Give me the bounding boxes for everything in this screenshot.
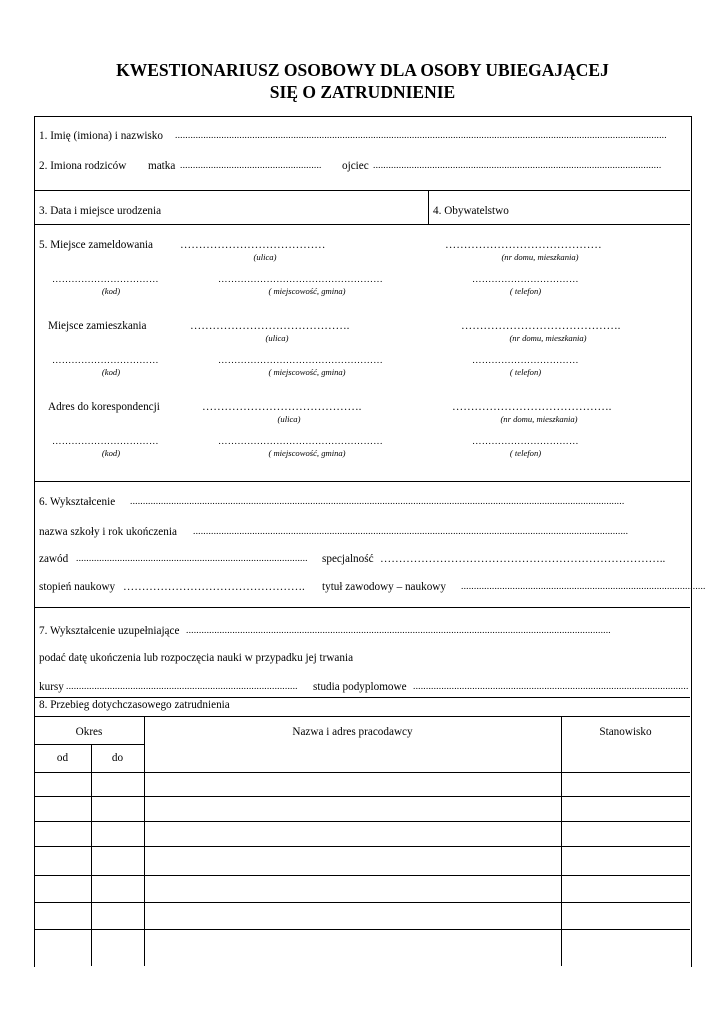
correspondence-postcode-field[interactable]: …………………………… bbox=[52, 437, 159, 447]
from-header: od bbox=[56, 752, 69, 764]
residence-postcode-field[interactable]: …………………………… bbox=[52, 356, 159, 366]
title-label: tytuł zawodowy – naukowy bbox=[322, 581, 446, 593]
form-title-line-2: SIĘ O ZATRUDNIENIE bbox=[269, 82, 456, 102]
residence-house-field[interactable]: ……………………………………. bbox=[461, 320, 621, 332]
table-row-line bbox=[34, 796, 690, 797]
house-caption: (nr domu, mieszkania) bbox=[509, 333, 587, 343]
postgrad-label: studia podyplomowe bbox=[313, 681, 407, 693]
registration-house-field[interactable]: …………………………………… bbox=[445, 239, 602, 251]
divider bbox=[34, 716, 690, 717]
name-label: 1. Imię (imiona) i nazwisko bbox=[39, 130, 163, 142]
table-row-line bbox=[34, 821, 690, 822]
town-caption: ( miejscowość, gmina) bbox=[268, 286, 346, 296]
divider bbox=[34, 190, 690, 191]
phone-caption: ( telefon) bbox=[509, 367, 542, 377]
profession-label: zawód bbox=[39, 553, 69, 565]
parents-label: 2. Imiona rodziców bbox=[39, 160, 127, 172]
table-row-line bbox=[34, 902, 690, 903]
house-caption: (nr domu, mieszkania) bbox=[500, 414, 578, 424]
specialty-field[interactable]: ………………………………………………………………….. bbox=[380, 553, 666, 565]
registration-phone-field[interactable]: …………………………… bbox=[472, 275, 579, 285]
courses-field[interactable]: .......................................................................................... bbox=[66, 682, 298, 692]
mother-field[interactable]: ....................................................... bbox=[180, 161, 322, 171]
street-caption: (ulica) bbox=[277, 414, 301, 424]
degree-label: stopień naukowy bbox=[39, 581, 116, 593]
registration-town-field[interactable]: …………………………………………… bbox=[218, 275, 383, 285]
education-field[interactable]: ................................................................................................................................................................................................ bbox=[130, 497, 625, 507]
town-caption: ( miejscowość, gmina) bbox=[268, 367, 346, 377]
table-row-line bbox=[34, 744, 144, 745]
table-row-line bbox=[34, 772, 690, 773]
supplementary-education-label: 7. Wykształcenie uzupełniające bbox=[39, 625, 180, 637]
house-caption: (nr domu, mieszkania) bbox=[501, 252, 579, 262]
postgrad-field[interactable]: ........................................................................................................... bbox=[413, 682, 689, 692]
table-row-line bbox=[34, 846, 690, 847]
divider bbox=[34, 607, 690, 608]
title-field[interactable]: ............................................................................................... bbox=[461, 582, 706, 592]
to-header: do bbox=[111, 752, 124, 764]
postcode-caption: (kod) bbox=[101, 286, 121, 296]
mother-label: matka bbox=[148, 160, 176, 172]
correspondence-label: Adres do korespondencji bbox=[48, 401, 160, 413]
correspondence-house-field[interactable]: ……………………………………. bbox=[452, 401, 612, 413]
residence-phone-field[interactable]: …………………………… bbox=[472, 356, 579, 366]
degree-field[interactable]: …………………………………………. bbox=[123, 581, 305, 593]
town-caption: ( miejscowość, gmina) bbox=[268, 448, 346, 458]
table-row-line bbox=[34, 875, 690, 876]
education-label: 6. Wykształcenie bbox=[39, 496, 116, 508]
registration-label: 5. Miejsce zameldowania bbox=[39, 239, 154, 251]
specialty-label: specjalność bbox=[322, 553, 374, 565]
employment-history-label: 8. Przebieg dotychczasowego zatrudnienia bbox=[39, 699, 230, 711]
correspondence-phone-field[interactable]: …………………………… bbox=[472, 437, 579, 447]
divider bbox=[34, 697, 690, 698]
citizenship-label: 4. Obywatelstwo bbox=[433, 205, 509, 217]
postcode-caption: (kod) bbox=[101, 448, 121, 458]
father-label: ojciec bbox=[342, 160, 369, 172]
postcode-caption: (kod) bbox=[101, 367, 121, 377]
phone-caption: ( telefon) bbox=[509, 448, 542, 458]
name-field[interactable]: ............................................................................................................................................................................................... bbox=[175, 131, 667, 141]
supplementary-education-field[interactable]: ..................................................................................................................................................................... bbox=[186, 626, 611, 636]
registration-postcode-field[interactable]: …………………………… bbox=[52, 275, 159, 285]
residence-town-field[interactable]: …………………………………………… bbox=[218, 356, 383, 366]
divider bbox=[428, 190, 429, 224]
divider bbox=[34, 224, 690, 225]
table-row-line bbox=[34, 929, 690, 930]
position-header: Stanowisko bbox=[599, 726, 652, 738]
phone-caption: ( telefon) bbox=[509, 286, 542, 296]
profession-field[interactable]: .......................................................................................... bbox=[76, 554, 308, 564]
street-caption: (ulica) bbox=[253, 252, 277, 262]
residence-street-field[interactable]: ……………………………………. bbox=[190, 320, 350, 332]
residence-label: Miejsce zamieszkania bbox=[48, 320, 147, 332]
employer-header: Nazwa i adres pracodawcy bbox=[292, 726, 413, 738]
father-field[interactable]: ................................................................................................................ bbox=[373, 161, 662, 171]
street-caption: (ulica) bbox=[265, 333, 289, 343]
correspondence-town-field[interactable]: …………………………………………… bbox=[218, 437, 383, 447]
period-header: Okres bbox=[75, 726, 103, 738]
divider bbox=[34, 481, 690, 482]
study-date-note: podać datę ukończenia lub rozpoczęcia nauki w przypadku jej trwania bbox=[39, 652, 354, 664]
birth-label: 3. Data i miejsce urodzenia bbox=[39, 205, 162, 217]
school-field[interactable]: ......................................................................................................................................................................... bbox=[193, 527, 629, 537]
table-col-divider bbox=[91, 744, 92, 966]
registration-street-field[interactable]: ………………………………… bbox=[180, 239, 326, 251]
form-title-line-1: KWESTIONARIUSZ OSOBOWY DLA OSOBY UBIEGAJĄCEJ bbox=[116, 60, 609, 80]
correspondence-street-field[interactable]: ……………………………………. bbox=[202, 401, 362, 413]
school-label: nazwa szkoły i rok ukończenia bbox=[39, 526, 177, 538]
courses-label: kursy bbox=[39, 681, 64, 693]
